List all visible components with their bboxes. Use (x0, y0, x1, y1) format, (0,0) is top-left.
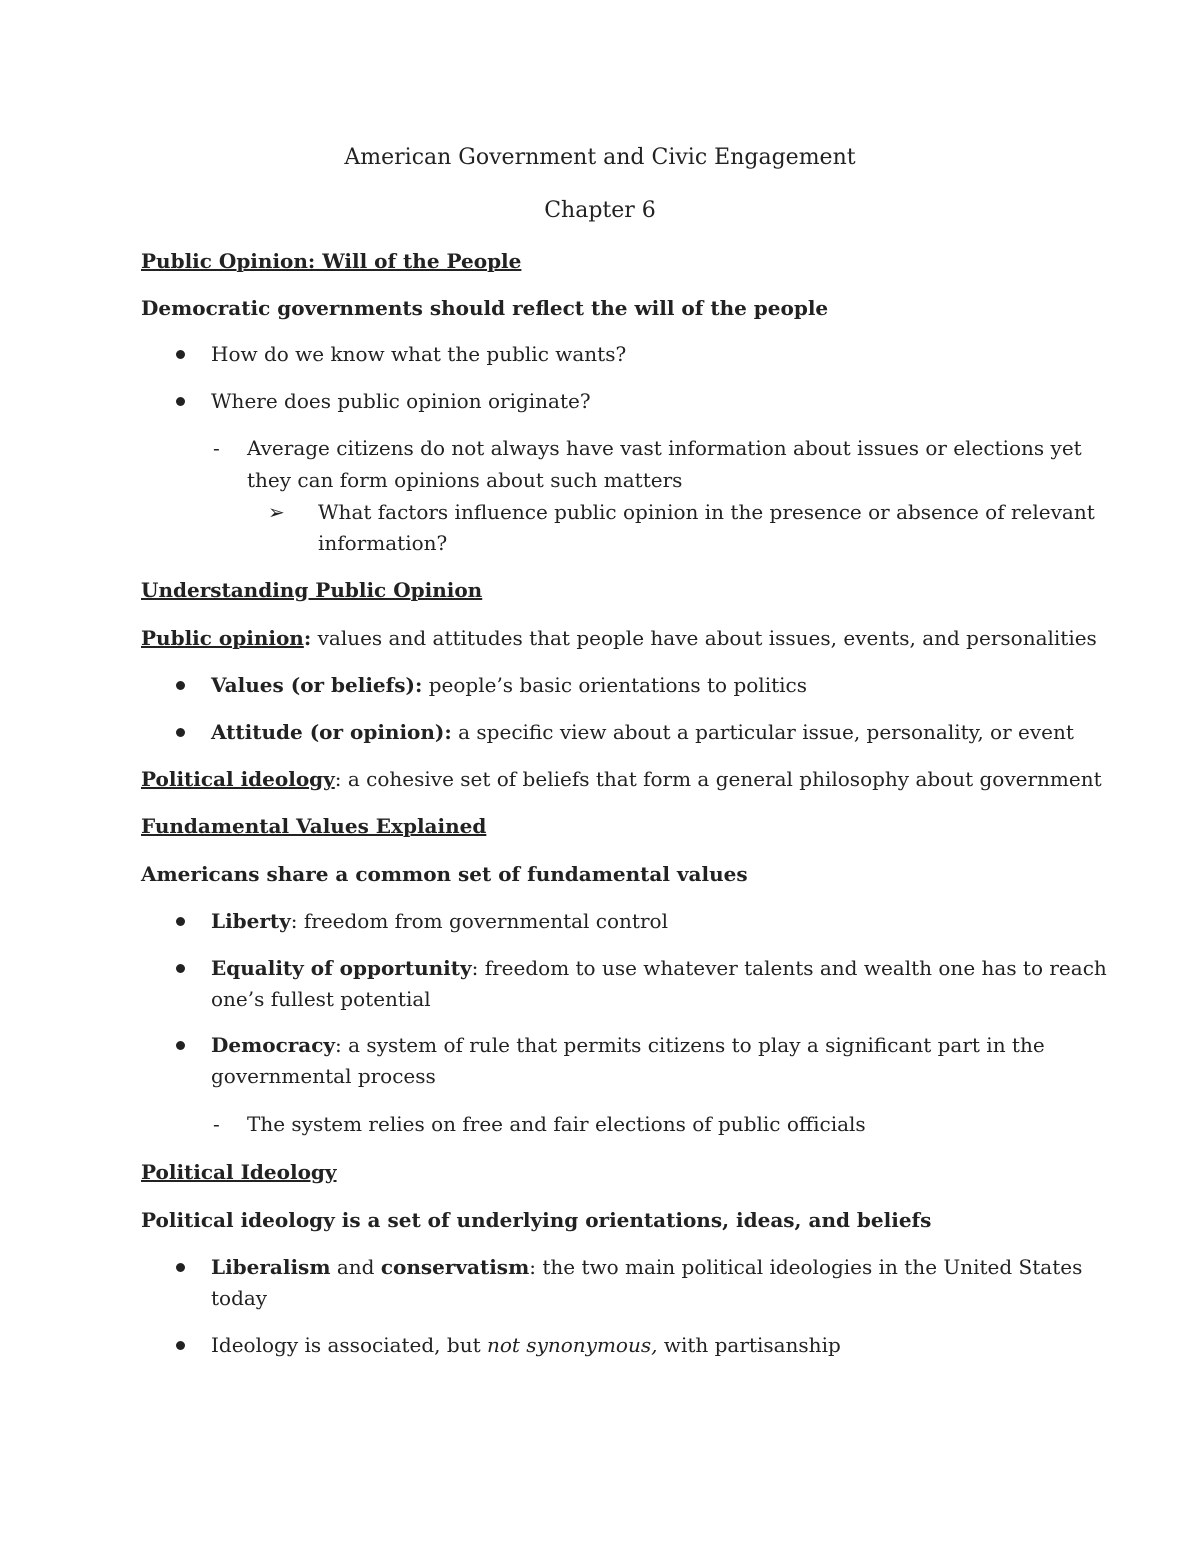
dash-icon: - (213, 1112, 220, 1136)
list-item: Democracy: a system of rule that permits citizens to play a significant part in the (211, 1033, 1045, 1057)
list-item: Attitude (or opinion): a specific view about a particular issue, personality, or event (211, 720, 1074, 744)
list-item-continued: governmental process (211, 1064, 436, 1088)
nested-list-item: What factors influence public opinion in the presence or absence of relevant (318, 500, 1095, 524)
definition-text: a cohesive set of beliefs that form a general philosophy about government (341, 767, 1102, 791)
list-item: Ideology is associated, but not synonymous, with partisanship (211, 1333, 841, 1357)
emphasis-text: not synonymous, (486, 1333, 658, 1357)
list-item: Liberalism and conservatism: the two main political ideologies in the United States (211, 1255, 1083, 1279)
sub-list-item-continued: they can form opinions about such matters (247, 468, 683, 492)
list-item: How do we know what the public wants? (211, 342, 627, 366)
section-heading-public-opinion: Public Opinion: Will of the People (141, 249, 522, 273)
bullet-icon (176, 681, 185, 690)
list-item: Equality of opportunity: freedom to use whatever talents and wealth one has to reach (211, 956, 1107, 980)
definition-political-ideology: Political ideology: a cohesive set of beliefs that form a general philosophy about government (141, 767, 1102, 791)
section-heading-understanding: Understanding Public Opinion (141, 578, 483, 602)
list-item-continued: today (211, 1286, 268, 1310)
section-subheading: Democratic governments should reflect the will of the people (141, 296, 829, 320)
arrowhead-bullet-icon: ➢ (268, 500, 285, 524)
section-subheading: Americans share a common set of fundamental values (141, 862, 748, 886)
list-item-term: Democracy (211, 1033, 336, 1057)
list-item-term: Equality of opportunity (211, 956, 472, 980)
list-item: Liberty: freedom from governmental control (211, 909, 668, 933)
list-item-term: Attitude (or opinion): (211, 720, 452, 744)
bullet-icon (176, 397, 185, 406)
list-item-continued: one’s fullest potential (211, 987, 431, 1011)
section-subheading: Political ideology is a set of underlying orientations, ideas, and beliefs (141, 1208, 932, 1232)
bullet-icon (176, 350, 185, 359)
definition-term: Political ideology (141, 767, 335, 791)
chapter-label: Chapter 6 (544, 198, 656, 223)
list-item-term: Values (or beliefs): (211, 673, 423, 697)
sub-list-item: The system relies on free and fair elections of public officials (247, 1112, 866, 1136)
definition-term: Public opinion (141, 626, 304, 650)
nested-list-item-continued: information? (318, 531, 448, 555)
sub-list-item: Average citizens do not always have vast information about issues or elections yet (247, 436, 1082, 460)
dash-icon: - (213, 436, 220, 460)
list-item: Where does public opinion originate? (211, 389, 591, 413)
list-item-term: Liberalism (211, 1255, 331, 1279)
bullet-icon (176, 1041, 185, 1050)
document-title: American Government and Civic Engagement (344, 145, 856, 170)
bullet-icon (176, 728, 185, 737)
bullet-icon (176, 1341, 185, 1350)
section-heading-fundamental-values: Fundamental Values Explained (141, 814, 487, 838)
definition-public-opinion: Public opinion: values and attitudes that people have about issues, events, and personalities (141, 626, 1097, 650)
bullet-icon (176, 964, 185, 973)
section-heading-political-ideology: Political Ideology (141, 1160, 337, 1184)
list-item-term: conservatism (380, 1255, 530, 1279)
bullet-icon (176, 1263, 185, 1272)
definition-text: values and attitudes that people have about issues, events, and personalities (311, 626, 1097, 650)
list-item: Values (or beliefs): people’s basic orientations to politics (211, 673, 807, 697)
list-item-term: Liberty (211, 909, 291, 933)
bullet-icon (176, 917, 185, 926)
